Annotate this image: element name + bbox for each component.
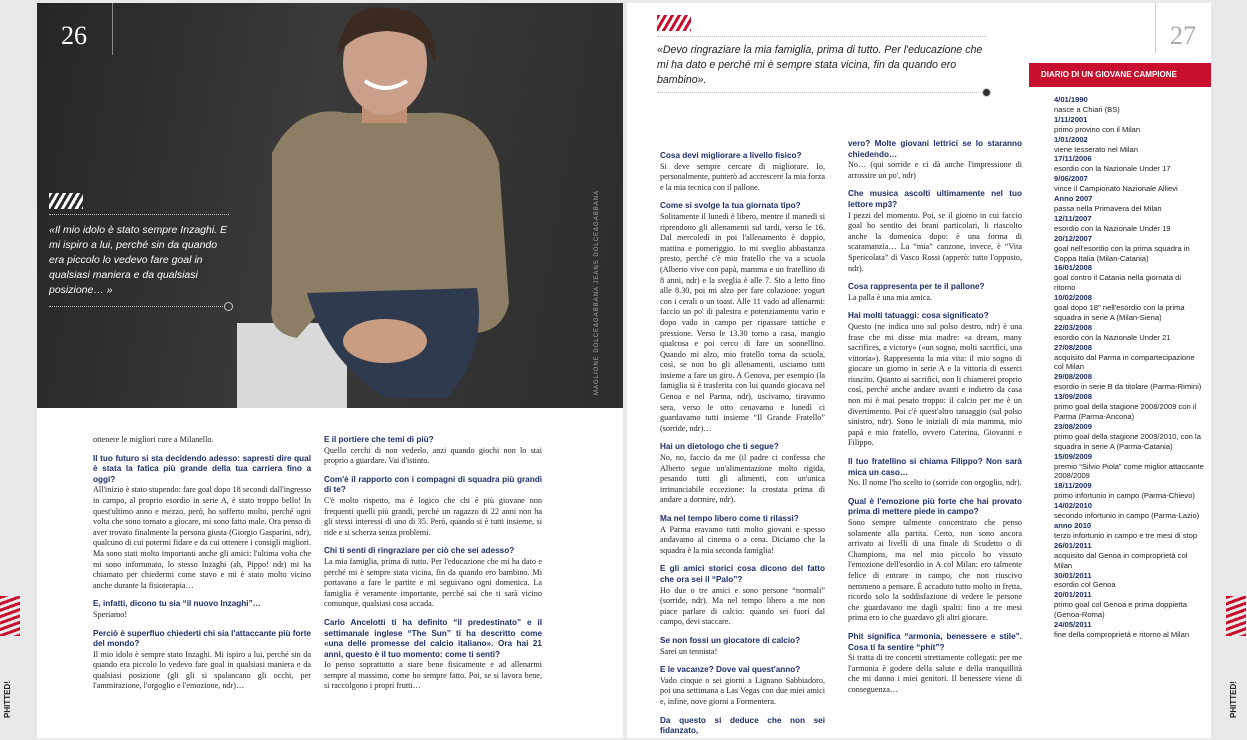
- qa-block: [660, 665, 825, 707]
- diary-event: primo infortunio in campo (Parma-Chievo): [1054, 491, 1195, 501]
- diary-date: 30/01/2011: [1054, 570, 1092, 580]
- answer: Speriamo!: [93, 609, 128, 619]
- question: Com'è il rapporto con i compagni di squadra più grandi di te?: [324, 474, 542, 495]
- diary-event: secondo infortunio in campo (Parma-Lazio): [1054, 511, 1200, 521]
- diary-event: primo goal della stagione 2009/2010, con la squadra in serie A (Parma-Catania): [1054, 431, 1201, 451]
- question: Ma nel tempo libero come ti rilassi?: [660, 514, 799, 523]
- question: Cosa devi migliorare a livello fisico?: [660, 151, 802, 160]
- answer: No… (qui sorride e ci dà anche l'impressione di arrossire un po', ndr): [848, 160, 1022, 180]
- answer: La mia famiglia, prima di tutto. Per l'educazione che mi ha dato e perché mi è sempre stata vicina, fin da quando ero bambino. Mi portavano a fare le partite e mi seguivano ogni domenica. La famiglia è veramente importante, perché sai che ti sarà vicino comunque, qualsiasi cosa accada.: [324, 556, 542, 609]
- quote-stripes-icon: [657, 15, 691, 31]
- diary-event: viene tesserato nel Milan: [1054, 144, 1138, 154]
- qa-block: [660, 514, 825, 556]
- diary-date: 26/01/2011: [1054, 540, 1092, 550]
- diary-date: 12/11/2007: [1054, 213, 1092, 223]
- question: Da questo si deduce che non sei fidanzato,: [660, 715, 825, 736]
- photo-credit: MAGLIONE DOLCE&GABBANA JEANS DOLCE&GABBANA: [594, 189, 600, 395]
- diary-event: primo provino con il Milan: [1054, 124, 1141, 134]
- qa-block: [848, 311, 1022, 449]
- player-figure: [237, 3, 537, 408]
- diary-event: esordio con la Nazionale Under 19: [1054, 223, 1171, 233]
- article-column-2: [324, 435, 542, 700]
- question: Qual è l'emozione più forte che hai provato prima di mettere piede in campo?: [848, 496, 1022, 517]
- qa-block: [324, 546, 542, 610]
- question: Carlo Ancelotti ti ha definito “il predestinato” e il settimanale inglese “The Sun” ti ha descritto come «una delle promesse del calcio italiano». Ora hai 21 anni, questo è il tuo momento: come ti senti?: [324, 617, 542, 659]
- question: Chi ti senti di ringraziare per ciò che sei adesso?: [324, 546, 515, 556]
- qa-block: [848, 189, 1022, 274]
- diary-event: passa nella Primavera del Milan: [1054, 203, 1162, 213]
- qa-block: [324, 618, 542, 692]
- bullet-icon: [982, 88, 991, 97]
- diary-date: 24/05/2011: [1054, 620, 1092, 630]
- qa-block: [660, 564, 825, 628]
- pull-quote-text: «Devo ringraziare la mia famiglia, prima di tutto. Per l'educazione che mi ha dato e perché mi è sempre stata vicina, fin da quando ero bambino».: [657, 44, 983, 86]
- answer: No. Il nome l'ho scelto io (sorride con orgoglio, ndr).: [848, 478, 1022, 488]
- diary-event: primo goal della stagione 2008/2009 con il Parma (Parma-Ancona): [1054, 402, 1197, 421]
- question: Hai un dietologo che ti segue?: [660, 442, 779, 452]
- diary-event: goal nell'esordio con la prima squadra in Coppa Italia (Milan-Catania): [1054, 243, 1190, 263]
- qa-block: [93, 629, 311, 693]
- answer: Sono sempre talmente concentrato che penso solamente alla partita. Certo, non sono ancora arrivato ai livelli di una finale di Scudetto o di Champions, ma nel mio piccolo ho vissuto l'emozione dell'esordio in A col Milan: ero talmente felice di entrare in campo, che non riuscivo nemmeno a pensare. È accaduto tutto molto in fretta, ricordo solo la soddisfazione di vedere le persone che guardavano me dagli spalti: fino a tre mesi prima ero io che guardavo gli altri giocare.: [848, 518, 1022, 623]
- diary-date: 1/01/2002: [1054, 134, 1088, 144]
- qa-block: [848, 282, 1022, 303]
- answer: All'inizio è stato stupendo: fare goal dopo 18 secondi dall'ingresso in campo, al proprio esordio in serie A, è stato troppo bello! In quest'ultimo anno e mezzo, però, ho sofferto molto, perché ogni volta che sono tornato a giocare, mi sono fatto male. Ora penso di aver trovato finalmente la persona giusta (Giorgio Gasparini, ndr), qualcuno di cui potermi fidare e da cui ottenere i consigli migliori. Ma sono stati molto importanti anche gli amici: l'ultima volta che mi sono infortunato, lo stesso Inzaghi (ah, Pippo! ndr) mi ha chiamato per chiedermi come stavo e mi è stato molto vicino anche durante la fisioterapia…: [93, 485, 311, 590]
- qa-block: [660, 636, 825, 657]
- diary-date: 22/03/2008: [1054, 322, 1093, 332]
- qa-block: [93, 435, 311, 446]
- quote-rule-bottom: [49, 306, 229, 307]
- answer: Questo (ne indica uno sul polso destro, ndr) è una frase che mi disse mia madre: «a dream, many sacrifices, a victory» («un sogno, molti sacrifici, una vittoria»). Rappresenta la mia vita: il mio sogno di giocare un giorno in serie A e la vittoria di esserci riuscito. Quanto ai sacrifici, non li chiamerei proprio così, perché anche andare avanti e indietro da casa non mi è mai pesato troppo: il calcio per me è un divertimento. Poi c'è quest'altro tatuaggio (sul polso sinistro, ndr). Sono le iniziali di mia mamma, mio papà e mio fratello, ovvero Caterina, Giovanni e Filippo.: [848, 321, 1022, 448]
- pull-quote-text: «Il mio idolo è stato sempre Inzaghi. E mi ispiro a lui, perché sin da quando era piccolo lo vedevo fare goal in qualsiasi maniera e da qualsiasi posizione… »: [49, 224, 228, 296]
- diary-date: anno 2010: [1054, 520, 1092, 530]
- answer: Sarei un tennista!: [660, 646, 718, 656]
- answer: A Parma eravamo tutti molto giovani e spesso andavamo al cinema o a cena. Diciamo che la squadra è la mia seconda famiglia!: [660, 524, 825, 555]
- answer: Ho due o tre amici e sono persone “normali” (sorride, ndr). Ma nel tempo libero a me non piace parlare di calcio: quando sei fuori dal campo, devi staccare.: [660, 585, 825, 627]
- diary-date: 27/08/2008: [1054, 342, 1093, 352]
- diary-event: goal dopo 18'' nell'esordio con la prima squadra in serie A (Milan-Siena): [1054, 303, 1185, 322]
- diary-date: 10/02/2008: [1054, 293, 1093, 303]
- answer: Solitamente il lunedì è libero, mentre il martedì si riprendono gli allenamenti sul tardi, verso le 16. Dal mercoledì in poi l'allenamento è doppio, mattina e pomeriggio. Io mi sveglio abbastanza presto, perché c'è mio fratello che va a scuola (Alberto vive con papà, mamma e un fratellino di 8 anni, ndr) e la sveglia è alle 7. Sto a letto fino alle 8.30, poi mi alzo per fare colazione: yogurt con i cerali o un toast. Alle 11 vado ad allenarmi: faccio un po' di palestra e potenziamento vario e dopo vado in campo per ripassare tattiche e pressione. Verso le 13.30 torno a casa, mangio qualcosa e poi cerco di fare un sonnellino. Quando mi alzo, mio fratello torna da scuola, così, se non ho gli allenamenti, usciamo tutti insieme a fare un giro. A Genova, per esempio (la famiglia si è trasferita con lui quando giocava nel Genoa e nel Parma, ndr), uscivamo, tiravamo sera, verso le otto cenavamo e lunedì ci guardavamo tutti insieme “Il Grande Fratello” (sorride, ndr)…: [660, 211, 825, 433]
- diary-date: 13/09/2008: [1054, 392, 1093, 402]
- question: Hai molti tatuaggi: cosa significato?: [848, 311, 989, 321]
- qa-block: [660, 151, 825, 193]
- question: Cosa rappresenta per te il pallone?: [848, 282, 985, 292]
- qa-block: [848, 632, 1022, 696]
- quote-rule-bottom: [657, 92, 987, 93]
- tab-label: PHITTED!: [1229, 681, 1238, 718]
- tab-label: PHITTED!: [3, 681, 12, 718]
- diary-date: 16/01/2008: [1054, 263, 1093, 273]
- question: Come si svolge la tua giornata tipo?: [660, 201, 801, 211]
- question: E il portiere che temi di più?: [324, 435, 434, 444]
- diary-event: vince il Campionato Nazionale Allievi: [1054, 184, 1178, 194]
- qa-block: [324, 475, 542, 539]
- diary-date: 23/08/2009: [1054, 421, 1093, 431]
- left-page: [37, 3, 623, 738]
- diary-event: primo goal col Genoa e prima doppietta (Genoa-Roma): [1054, 600, 1187, 620]
- qa-block: [660, 442, 825, 506]
- diary-event: esordio col Genoa: [1054, 580, 1116, 590]
- diary-event: goal contro il Catania nella giornata di ritorno: [1054, 273, 1182, 293]
- answer: No, no, faccio da me (il padre ci confessa che Alberto segue un'alimentazione molto rigida, pesando tutti gli alimenti, con un'unica irrinunciabile eccezione: la crostata prima di andare a dormire, ndr).: [660, 453, 825, 505]
- qa-block: [848, 497, 1022, 624]
- diary-date: 17/11/2006: [1054, 154, 1092, 164]
- question: vero? Molte giovani lettrici se lo staranno chiedendo…: [848, 139, 1022, 159]
- question: Se non fossi un giocatore di calcio?: [660, 635, 801, 645]
- diary-event: fine della comproprietà e ritorno al Milan: [1054, 629, 1190, 639]
- article-column-3: [660, 151, 825, 738]
- diary-date: 29/08/2008: [1054, 372, 1093, 382]
- qa-block: [93, 599, 311, 620]
- qa-block: [660, 201, 825, 434]
- diary-date: 20/12/2007: [1054, 233, 1093, 243]
- qa-block: [660, 716, 825, 737]
- diary-date: Anno 2007: [1054, 194, 1093, 204]
- answer: C'è molto rispetto, ma è logico che chi è più giovane non frequenti quelli più grandi, perché un ragazzo di 22 anni non ha gli stessi interessi di uno di 35. Però, quando si è tutti insieme, si ride e si scherza senza problemi.: [324, 495, 542, 537]
- qa-block: [93, 454, 311, 592]
- diary-event: acquisito dal Genoa in comproprietà col Milan: [1054, 550, 1188, 570]
- answer: I pezzi del momento. Poi, se il giorno in cui faccio goal ho sentito dei brani particolari, li riascolto anche la domenica dopo: è una forma di scaramanzia… La “mia” canzone, invece, è “Vita Spericolata” di Vasco Rossi (apperò: tutto l'opposto, ndr).: [848, 210, 1022, 273]
- question: Phit significa “armonia, benessere e stile”. Cosa ti fa sentire “phit”?: [848, 631, 1022, 652]
- player-photo: [37, 3, 623, 408]
- diary-date: 4/01/1990: [1054, 95, 1088, 104]
- answer: Il mio idolo è sempre stato Inzaghi. Mi ispiro a lui, perché sin da quando era piccolo lo vedevo fare goal in qualsiasi maniera e da qualsiasi posizione (gli gli si spalancano gli occhi, per l'ammirazione, l'orgoglio e l'emozione, ndr)…: [93, 649, 311, 691]
- question: Che musica ascolti ultimamente nel tuo lettore mp3?: [848, 189, 1022, 209]
- tab-stripes: [0, 596, 20, 636]
- answer: La palla è una mia amica.: [848, 292, 933, 302]
- answer: ottenere le migliori cure a Milanello.: [93, 435, 214, 444]
- diary-date: 1/11/2001: [1054, 114, 1088, 124]
- answer: Vado cinque o sei giorni a Lignano Sabbiadoro, poi una settimana a Las Vegas con due miei amici e, infine, nove giorni a Formentera.: [660, 675, 825, 706]
- diary-list: [1054, 95, 1204, 640]
- answer: Si tratta di tre concetti strettamente collegati: per me l'armonia è godere della salute e della tranquillità che mi danno i miei genitori. Il benessere viene di conseguenza…: [848, 653, 1022, 694]
- qa-block: [324, 435, 542, 467]
- question: Il tuo fratellino si chiama Filippo? Non sarà mica un caso…: [848, 457, 1022, 477]
- diary-event: terzo infortunio in campo e tre mesi di stop: [1054, 530, 1198, 540]
- quote-rule-top: [49, 214, 229, 215]
- quote-stripes-icon: [49, 193, 83, 209]
- diary-date: 9/06/2007: [1054, 174, 1088, 184]
- answer: Io penso soprattutto a stare bene fisicamente e ad allenarmi sempre al massimo, come ho sempre fatto. Poi, se si lavora bene, si raccolgono i propri frutti…: [324, 660, 542, 691]
- answer: Quello cerchi di non vederlo, anzi quando giochi non lo stai proprio a guardare. Vai d'istinto.: [324, 445, 542, 466]
- diary-event: premio “Silvio Piola” come miglior attaccante 2008/2009: [1054, 461, 1204, 481]
- question: Il tuo futuro si sta decidendo adesso: sapresti dire qual è stata la fatica più grande della tua carriera fino a oggi?: [93, 453, 311, 484]
- page-number-box: [1155, 3, 1211, 53]
- diary-title: DIARIO DI UN GIOVANE CAMPIONE: [1029, 63, 1211, 87]
- article-column-4: [848, 139, 1022, 704]
- diary-event: esordio con la Nazionale Under 21: [1054, 332, 1171, 342]
- divider: [112, 3, 113, 55]
- qa-block: [848, 139, 1022, 181]
- page-number: 27: [1170, 21, 1196, 50]
- answer: Si deve sempre cercare di migliorare. Io, personalmente, punterò ad accrescere la mia forza e la mia tecnica con il pallone.: [660, 161, 825, 192]
- qa-block: [848, 457, 1022, 489]
- diary-event: nasce a Chiari (BS): [1054, 104, 1120, 114]
- diary-date: 18/11/2009: [1054, 481, 1092, 491]
- diary-event: acquisito dal Parma in compartecipazione col Milan: [1054, 352, 1195, 372]
- right-pull-quote: [657, 15, 987, 93]
- question: E, infatti, dicono tu sia “il nuovo Inzaghi”…: [93, 599, 261, 609]
- left-side-tab: [0, 596, 20, 726]
- quote-rule-top: [657, 36, 987, 37]
- question: Perciò è superfluo chiederti chi sia l'attaccante più forte del mondo?: [93, 628, 311, 649]
- pull-quote: [49, 193, 229, 307]
- diary-date: 20/01/2011: [1054, 590, 1092, 600]
- diary-event: esordio in serie B da titolare (Parma-Rimini): [1054, 382, 1202, 392]
- diary-date: 15/09/2009: [1054, 451, 1093, 461]
- bullet-icon: [224, 302, 233, 311]
- page-number: 26: [61, 21, 87, 50]
- diary-date: 14/02/2010: [1054, 501, 1093, 511]
- diary-event: esordio con la Nazionale Under 17: [1054, 164, 1171, 174]
- question: E gli amici storici cosa dicono del fatto che ora sei il “Palo”?: [660, 564, 825, 584]
- question: E le vacanze? Dove vai quest'anno?: [660, 665, 801, 675]
- article-column-1: [93, 435, 311, 700]
- right-side-tab: [1226, 596, 1246, 726]
- tab-stripes: [1226, 596, 1246, 636]
- right-page: [627, 3, 1211, 738]
